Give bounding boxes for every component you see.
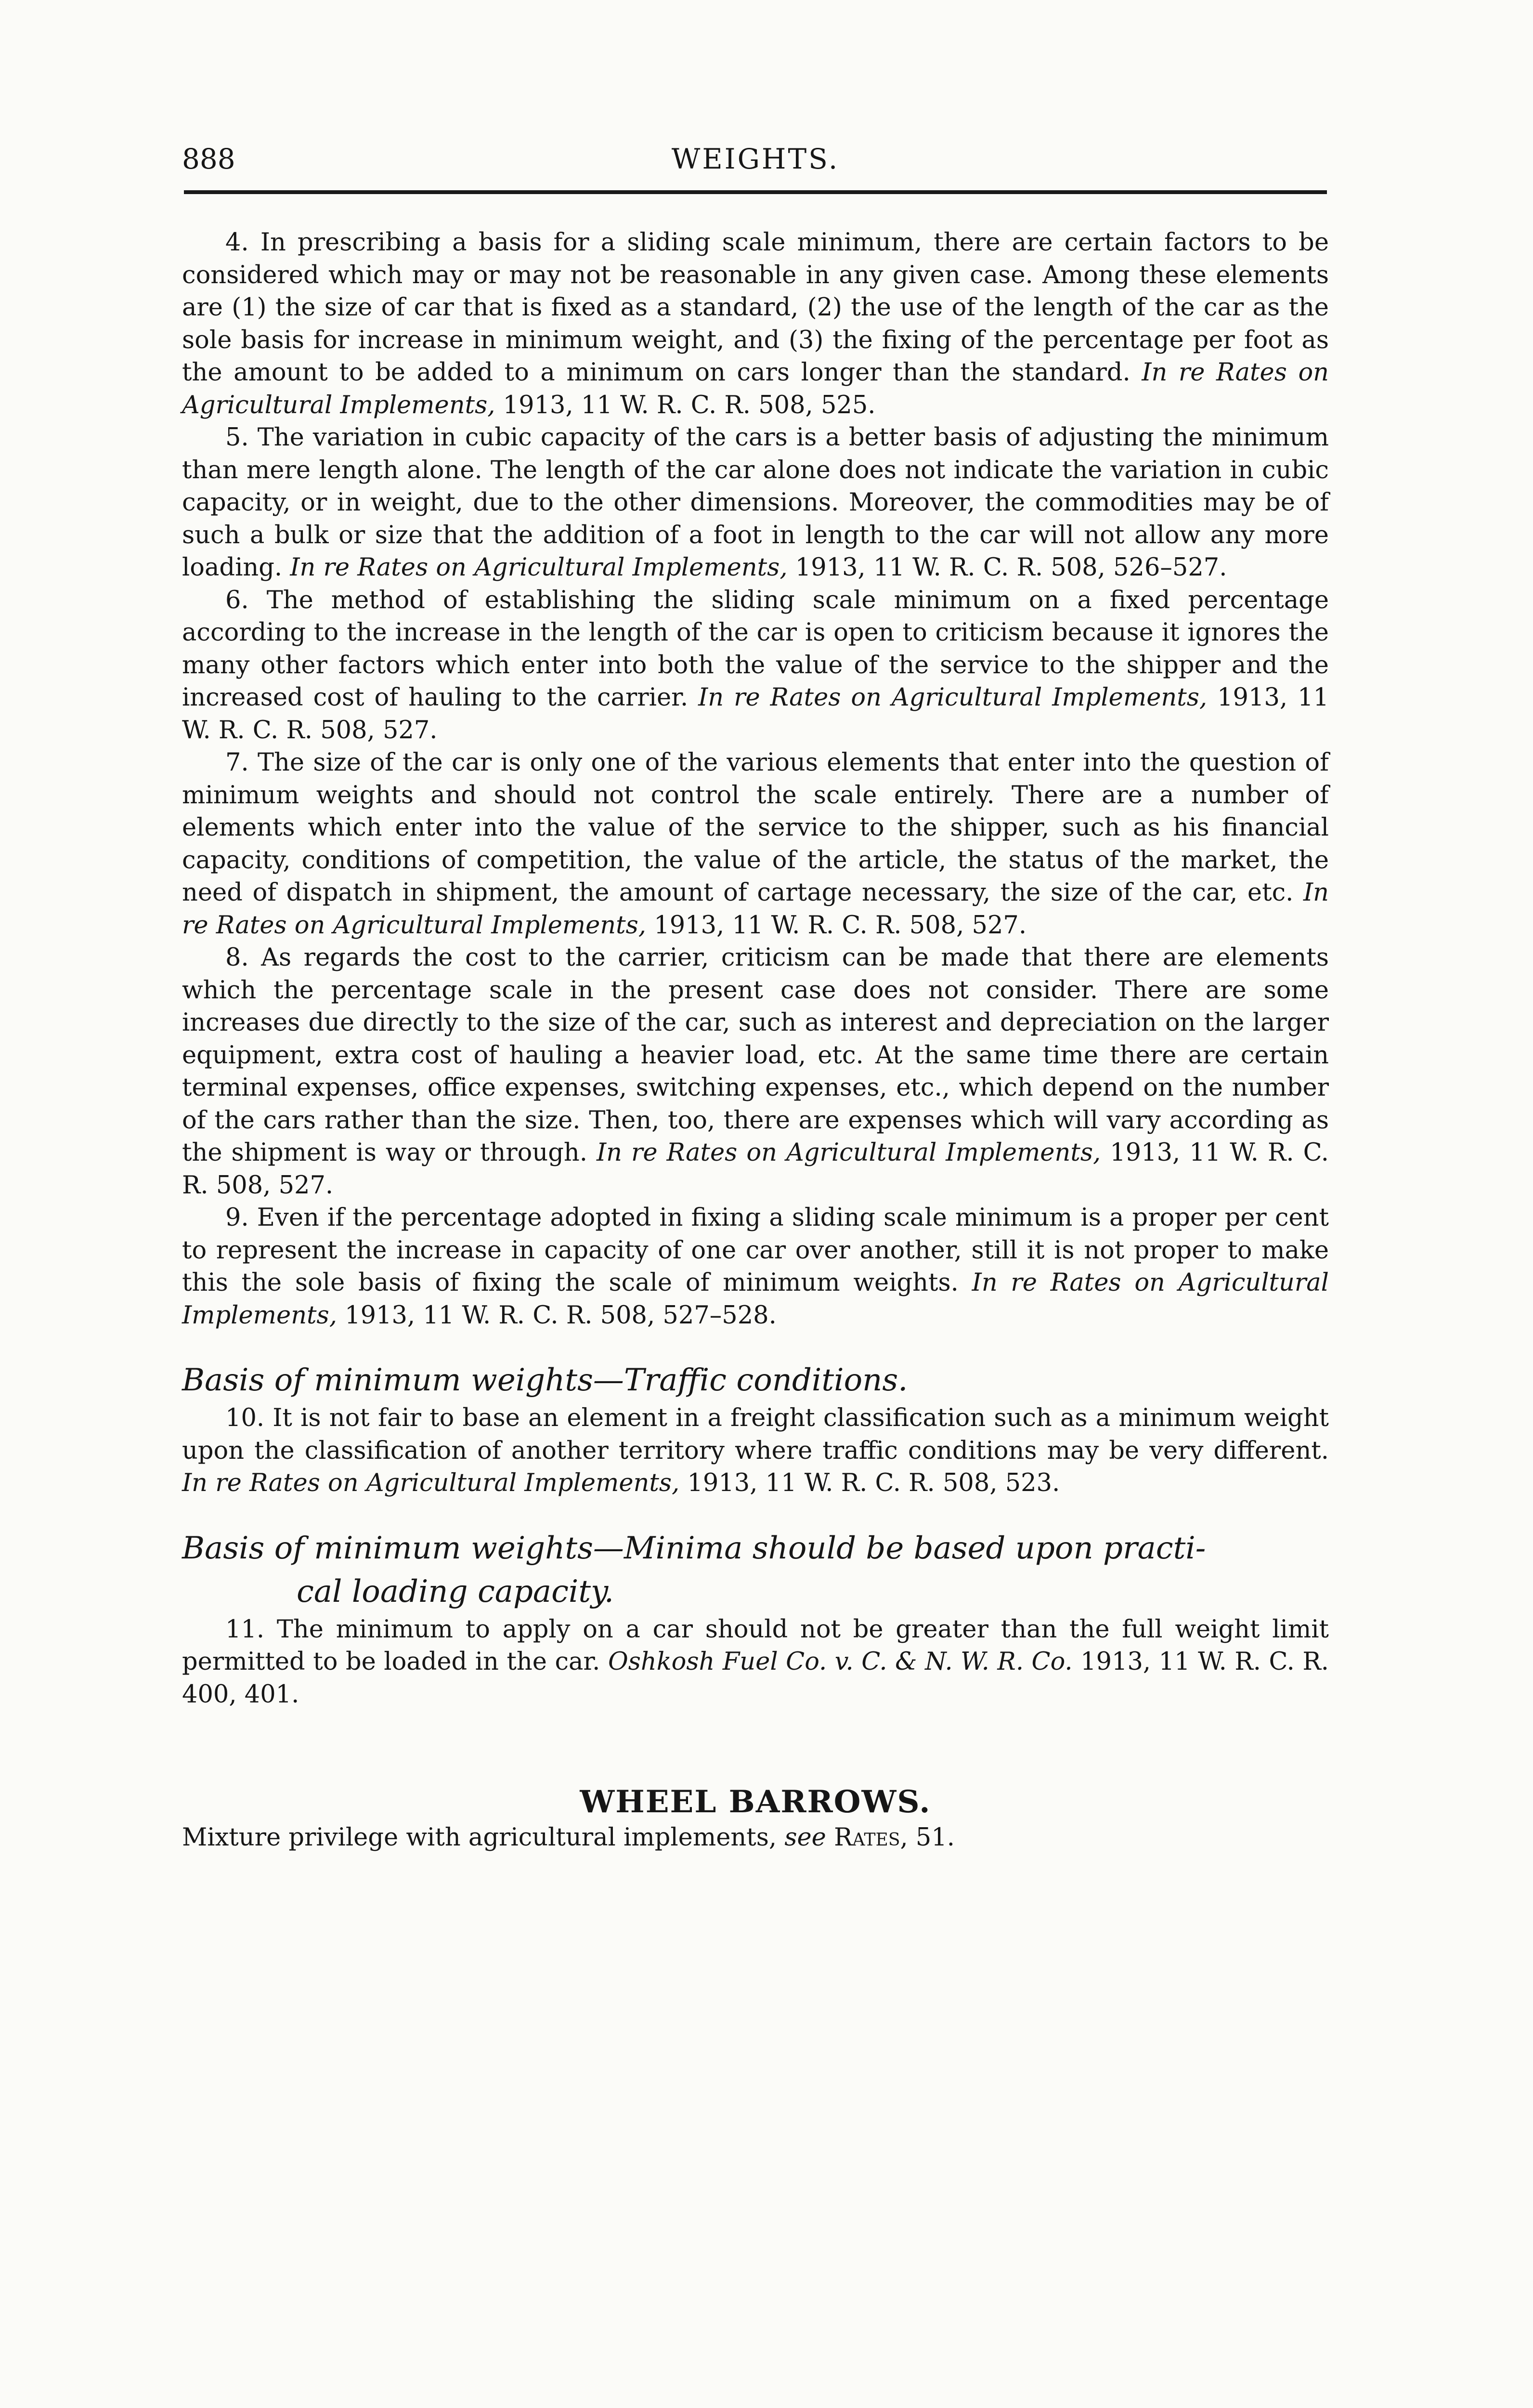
case-citation: In re Rates on Agricultural Implements, bbox=[182, 358, 1329, 419]
see-reference: see bbox=[784, 1823, 826, 1852]
page-body bbox=[182, 226, 1329, 1854]
running-head: WEIGHTS. bbox=[671, 143, 840, 175]
paragraph-number: 6. bbox=[225, 586, 249, 615]
section-title-wheel-barrows: WHEEL BARROWS. bbox=[580, 1784, 931, 1820]
header-rule bbox=[184, 190, 1327, 194]
subheading-line-2: cal loading capacity. bbox=[297, 1573, 614, 1610]
paragraph-9 bbox=[182, 1202, 1329, 1332]
subheading-line-1: Basis of minimum weights—Minima should be based upon practi- bbox=[182, 1530, 1206, 1566]
case-citation: In re Rates on Agricultural Implements, bbox=[182, 1469, 680, 1497]
paragraph-number: 4. bbox=[225, 228, 249, 257]
case-citation: In re Rates on Agricultural Implements, bbox=[182, 1269, 1329, 1330]
subheading-traffic-conditions: Basis of minimum weights—Traffic conditions. bbox=[182, 1362, 908, 1398]
case-citation: In re Rates on Agricultural Implements, bbox=[596, 1139, 1101, 1167]
paragraph-8 bbox=[182, 942, 1329, 1202]
cross-reference-number: , 51. bbox=[900, 1823, 955, 1852]
paragraph-number: 11. bbox=[225, 1615, 265, 1644]
cross-reference: Rates bbox=[834, 1823, 900, 1852]
citation-reference: 1913, 11 W. R. C. R. 508, 527–528. bbox=[345, 1301, 777, 1330]
paragraph-text: The minimum to apply on a car should not be greater than the full weight limit permitted to be loaded in the car. bbox=[182, 1615, 1329, 1676]
paragraph-7 bbox=[182, 746, 1329, 942]
citation-reference: 1913, 11 W. R. C. R. 508, 527. bbox=[182, 683, 1329, 745]
paragraph-text: As regards the cost to the carrier, criticism can be made that there are elements which the percentage scale in the present case does not consider. There are some increases due directly to the size of the car, such as interest and depreciation on the larger equipment, extra cost of hauling a heavier load, etc. At the same time there are certain terminal expenses, office expenses, switching expenses, etc., which depend on the number of the cars rather than the size. Then, too, there are expenses which will vary according as the shipment is way or through. bbox=[182, 943, 1329, 1167]
paragraph-text: The variation in cubic capacity of the cars is a better basis of adjusting the minimum than mere length alone. The length of the car alone does not indicate the variation in cubic capacity, or in weight, due to the other dimensions. Moreover, the commodities may be of such a bulk or size that the addition of a foot in length to the car will not allow any more loading. bbox=[182, 423, 1329, 582]
paragraph-text: It is not fair to base an element in a freight classification such as a minimum weight upon the classification of another territory where traffic conditions may be very different. bbox=[182, 1404, 1329, 1465]
citation-reference: 1913, 11 W. R. C. R. 508, 526–527. bbox=[795, 553, 1227, 582]
page-header bbox=[182, 140, 1329, 178]
paragraph-number: 5. bbox=[225, 423, 249, 452]
paragraph-6 bbox=[182, 584, 1329, 747]
paragraph-number: 9. bbox=[225, 1204, 249, 1232]
paragraph-11 bbox=[182, 1613, 1329, 1711]
page-number: 888 bbox=[182, 143, 235, 175]
citation-reference: 1913, 11 W. R. C. R. 508, 527. bbox=[182, 1139, 1329, 1200]
paragraph-number: 8. bbox=[225, 943, 249, 972]
paragraph-text: The method of establishing the sliding scale minimum on a fixed percentage according to the increase in the length of the car is open to criticism because it ignores the many other factors which enter into both the value of the service to the shipper and the increased cost of hauling to the carrier. bbox=[182, 586, 1329, 712]
citation-reference: 1913, 11 W. R. C. R. 508, 525. bbox=[503, 391, 876, 419]
citation-reference: 1913, 11 W. R. C. R. 508, 523. bbox=[687, 1469, 1060, 1497]
case-citation: In re Rates on Agricultural Implements, bbox=[290, 553, 788, 582]
paragraph-text: Even if the percentage adopted in fixing a sliding scale minimum is a proper per cent to represent the increase in capacity of one car over another, still it is not proper to make this the sole basis of fixing the scale of minimum weights. bbox=[182, 1204, 1329, 1297]
section-entry bbox=[182, 1821, 1329, 1854]
case-citation: In re Rates on Agricultural Implements, bbox=[698, 683, 1208, 712]
subheading-loading-capacity bbox=[182, 1527, 1329, 1613]
citation-reference: 1913, 11 W. R. C. R. 508, 527. bbox=[654, 911, 1027, 940]
paragraph-4 bbox=[182, 226, 1329, 421]
paragraph-10 bbox=[182, 1402, 1329, 1500]
paragraph-text: The size of the car is only one of the various elements that enter into the question of minimum weights and should not control the scale entirely. There are a number of elements which enter into the value of the service to the shipper, such as his financial capacity, conditions of competition, the value of the article, the status of the market, the need of dispatch in shipment, the amount of cartage necessary, the size of the car, etc. bbox=[182, 748, 1329, 907]
paragraph-number: 7. bbox=[225, 748, 249, 777]
section-entry-text: Mixture privilege with agricultural implements, bbox=[182, 1823, 777, 1852]
case-citation: In re Rates on Agricultural Implements, bbox=[182, 878, 1329, 940]
citation-reference: 1913, 11 W. R. C. R. 400, 401. bbox=[182, 1648, 1329, 1709]
paragraph-number: 10. bbox=[225, 1404, 265, 1432]
case-citation: Oshkosh Fuel Co. v. C. & N. W. R. Co. bbox=[608, 1648, 1073, 1676]
paragraph-text: In prescribing a basis for a sliding scale minimum, there are certain factors to be considered which may or may not be reasonable in any given case. Among these elements are (1) the size of car that is fixed as a standard, (2) the use of the length of the car as the sole basis for increase in minimum weight, and (3) the fixing of the percentage per foot as the amount to be added to a minimum on cars longer than the standard. bbox=[182, 228, 1329, 387]
paragraph-5 bbox=[182, 421, 1329, 584]
